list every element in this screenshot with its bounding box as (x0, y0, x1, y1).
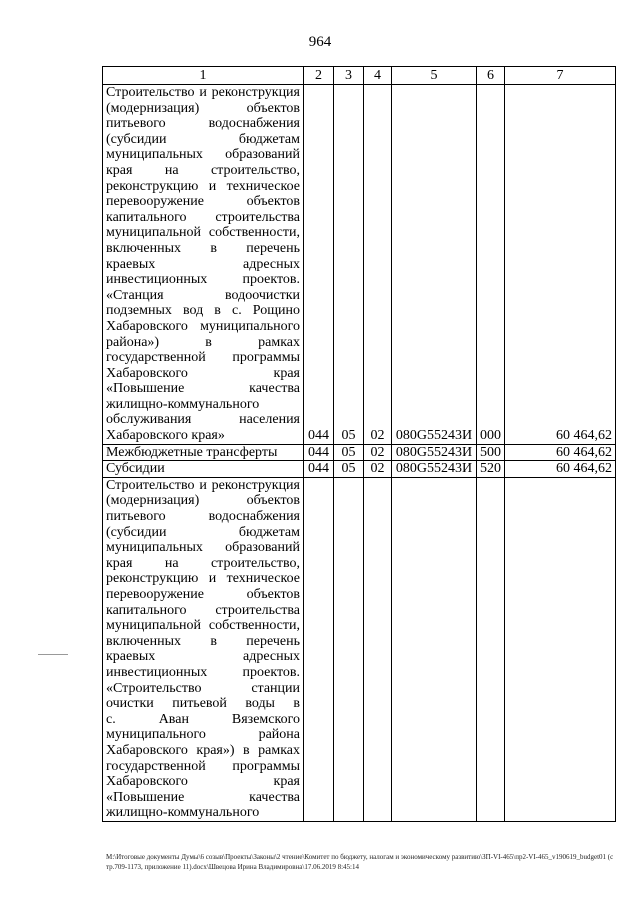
cell-subsection: 02 (364, 85, 392, 445)
description-line: капитального строительства (106, 209, 300, 225)
description-line: муниципального района (106, 727, 300, 743)
description-line: краевых адресных (106, 256, 300, 272)
cell-target-article: 080G55243И (392, 85, 477, 445)
description-line: «Строительство станции (106, 680, 300, 696)
cell-target-article: 080G55243И (392, 444, 477, 461)
row-description: Субсидии (103, 461, 304, 478)
header-col-3: 3 (334, 67, 364, 85)
description-line: перевооружение объектов (106, 587, 300, 602)
description-line: края на строительство, (106, 555, 300, 571)
description-line: Хабаровского края» (106, 428, 225, 444)
description-line: Строительство и реконструкция (106, 85, 300, 100)
cell-section (334, 477, 364, 821)
cell-amount: 60 464,62 (505, 461, 616, 478)
description-lines (106, 478, 300, 821)
description-line: Хабаровского края (106, 774, 300, 790)
header-col-2: 2 (304, 67, 334, 85)
cell-section: 05 (334, 85, 364, 445)
cell-expense-type: 000 (477, 85, 505, 445)
cell-subsection (364, 477, 392, 821)
cell-admin-code: 044 (304, 85, 334, 445)
description-line: (субсидии бюджетам (106, 131, 300, 147)
cell-subsection: 02 (364, 461, 392, 478)
cell-section: 05 (334, 444, 364, 461)
page-number: 964 (308, 34, 332, 50)
description-line: (модернизация) объектов (106, 100, 300, 116)
table-row (103, 461, 616, 478)
cell-subsection: 02 (364, 444, 392, 461)
description-line: питьевого водоснабжения (106, 509, 300, 525)
cell-admin-code: 044 (304, 461, 334, 478)
cell-admin-code: 044 (304, 444, 334, 461)
table-row (103, 444, 616, 461)
cell-expense-type (477, 477, 505, 821)
description-line: включенных в перечень (106, 240, 300, 256)
description-lines (106, 85, 300, 444)
description-line: района») в рамках (106, 334, 300, 350)
cell-amount: 60 464,62 (505, 85, 616, 445)
cell-admin-code (304, 477, 334, 821)
row-description (103, 477, 304, 821)
table-row (103, 477, 616, 821)
budget-table (102, 66, 616, 822)
row-description (103, 85, 304, 445)
table-row (103, 85, 616, 445)
description-line: государственной программы (106, 758, 300, 774)
description-line: Хабаровского муниципального (106, 318, 300, 334)
description-line: муниципальных образований (106, 540, 300, 556)
description-line: муниципальной собственности, (106, 225, 300, 241)
description-line: (субсидии бюджетам (106, 524, 300, 540)
description-line: реконструкцию и техническое (106, 571, 300, 587)
header-col-4: 4 (364, 67, 392, 85)
description-line: жилищно-коммунального (106, 805, 260, 821)
header-col-7: 7 (505, 67, 616, 85)
cell-target-article (392, 477, 477, 821)
description-line: очистки питьевой воды в (106, 696, 300, 712)
description-line: «Повышение качества (106, 789, 300, 805)
description-line: Хабаровского края (106, 365, 300, 381)
description-line: краевых адресных (106, 649, 300, 665)
cell-expense-type: 500 (477, 444, 505, 461)
cell-amount (505, 477, 616, 821)
description-line: муниципальных образований (106, 147, 300, 163)
header-col-6: 6 (477, 67, 505, 85)
description-line: жилищно-коммунального (106, 396, 260, 412)
description-line: (модернизация) объектов (106, 493, 300, 509)
row-description: Межбюджетные трансферты (103, 444, 304, 461)
description-line: края на строительство, (106, 162, 300, 178)
description-line: инвестиционных проектов. (106, 272, 300, 288)
description-line: реконструкцию и техническое (106, 178, 300, 194)
description-line: государственной программы (106, 350, 300, 366)
description-line: перевооружение объектов (106, 194, 300, 210)
description-line: обслуживания населения (106, 412, 300, 428)
header-row (103, 67, 616, 85)
description-line: с. Аван Вяземского (106, 711, 300, 727)
header-col-5: 5 (392, 67, 477, 85)
cell-target-article: 080G55243И (392, 461, 477, 478)
description-line: подземных вод в с. Рощино (106, 303, 300, 319)
description-line: инвестиционных проектов. (106, 664, 300, 680)
footer-file-path: M:\Итоговые документы Думы\6 созыв\Проекты\Законы\2 чтение\Комитет по бюджету, налогам и экономическому развитию\ЗП-VI-465\пр2-VI-465_v190619_budget01 (стр.709-1173, приложение 11).docx\Швецова Ирина Владимировна\17.06.2019 8:45:14 (106, 853, 614, 871)
description-line: Строительство и реконструкция (106, 477, 300, 493)
description-line: включенных в перечень (106, 633, 300, 649)
cell-section: 05 (334, 461, 364, 478)
margin-mark (38, 654, 68, 655)
description-line: капитального строительства (106, 602, 300, 618)
description-line: «Повышение качества (106, 381, 300, 397)
description-line: «Станция водоочистки (106, 287, 300, 303)
description-line: муниципальной собственности, (106, 618, 300, 634)
description-line: питьевого водоснабжения (106, 116, 300, 132)
description-line: Хабаровского края») в рамках (106, 742, 300, 758)
cell-amount: 60 464,62 (505, 444, 616, 461)
cell-expense-type: 520 (477, 461, 505, 478)
header-col-1: 1 (103, 67, 304, 85)
